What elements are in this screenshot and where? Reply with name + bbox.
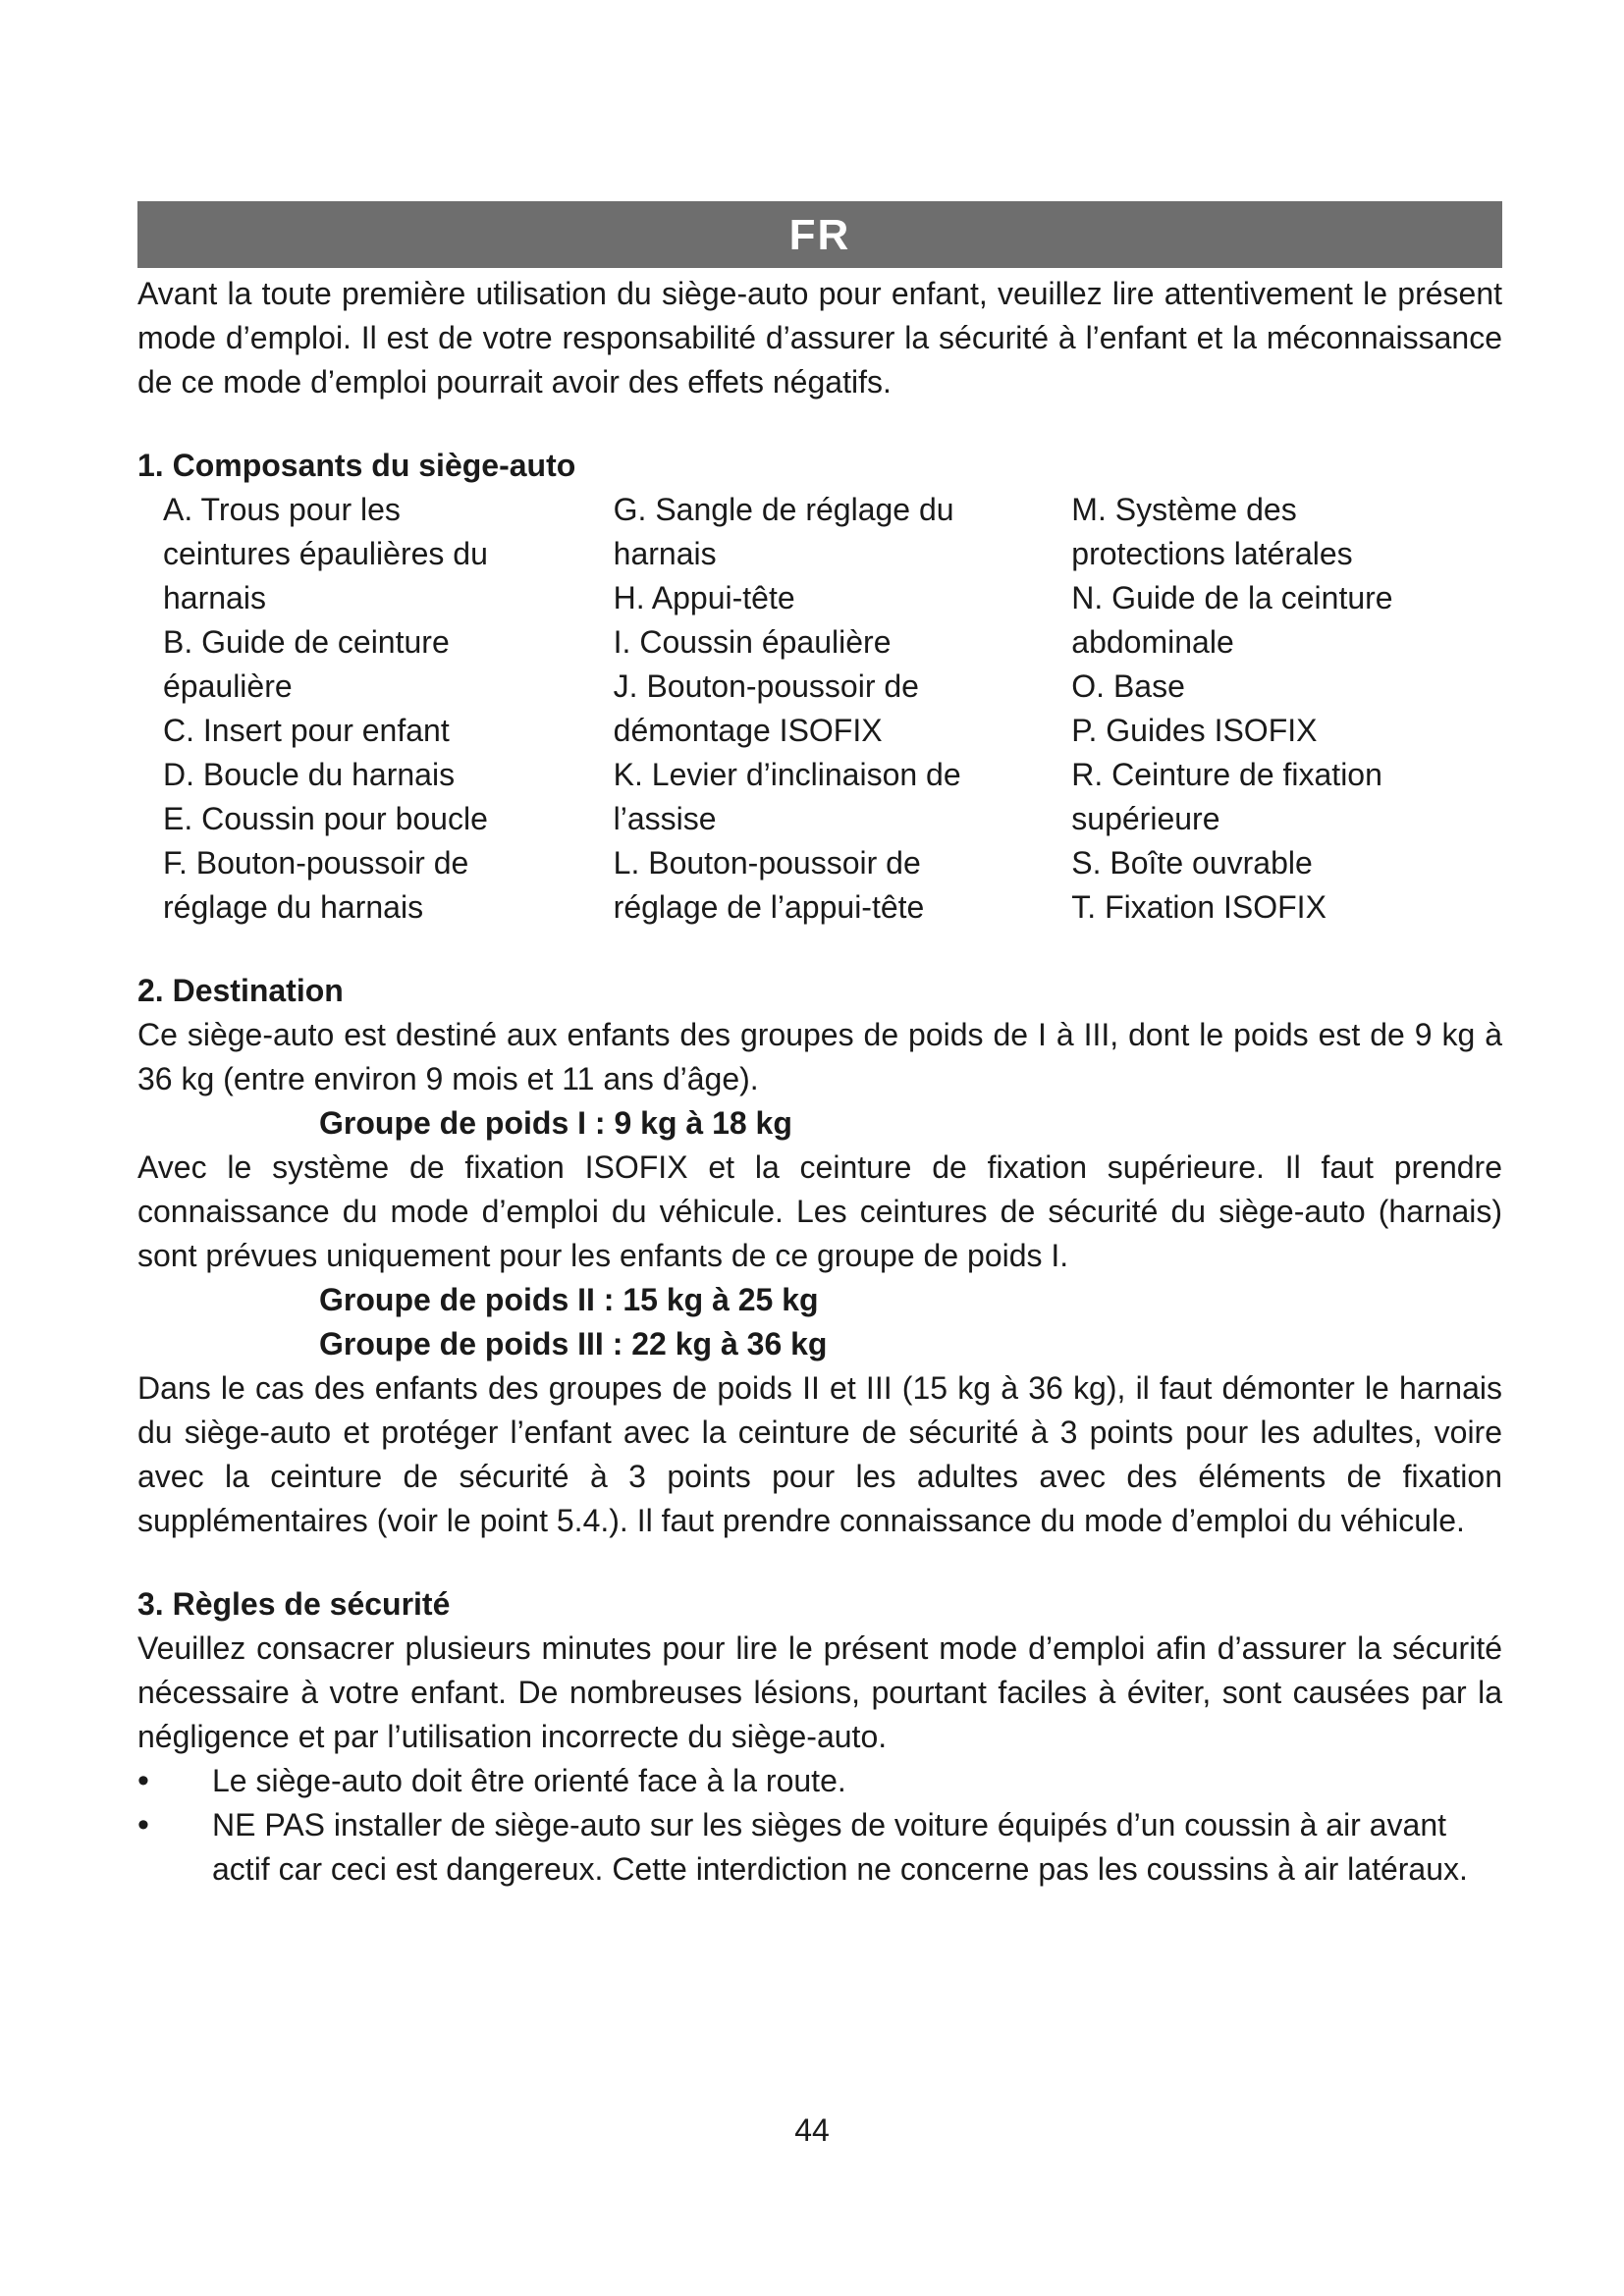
document-page [137,201,1502,1892]
component-line: I. Coussin épaulière [613,624,892,660]
component-line: réglage de l’appui-tête [613,889,925,925]
component-line: harnais [613,536,717,571]
component-line: épaulière [163,668,293,704]
section-2-title: 2. Destination [137,973,344,1008]
component-line: G. Sangle de réglage du [613,492,954,527]
component-line: protections latérales [1071,536,1353,571]
weight-group-2: Groupe de poids II : 15 kg à 25 kg [319,1282,819,1317]
component-line: M. Système des [1071,492,1297,527]
groups-2-3-paragraph: Dans le cas des enfants des groupes de poids II et III (15 kg à 36 kg), il faut démonter le harnais du siège-auto et protéger l’enfant avec la ceinture de sécurité à 3 points pour les adultes, voire avec la ceinture de sécurité à 3 points pour les adultes avec des éléments de fixation supplémentaires (voir le point 5.4.). Il faut prendre connaissance du mode d’emploi du véhicule. [137,1370,1502,1538]
component-line: C. Insert pour enfant [163,713,450,748]
component-line: H. Appui-tête [613,580,795,615]
safety-paragraph: Veuillez consacrer plusieurs minutes pour lire le présent mode d’emploi afin d’assurer la sécurité nécessaire à votre enfant. De nombreuses lésions, pourtant faciles à éviter, sont causées par la négligence et par l’utilisation incorrecte du siège-auto. [137,1630,1502,1754]
list-item: • Le siège-auto doit être orienté face à la route. [137,1759,1502,1803]
group-1-paragraph: Avec le système de fixation ISOFIX et la ceinture de fixation supérieure. Il faut prendre connaissance du mode d’emploi du véhicule. Les ceintures de sécurité du siège-auto (harnais) sont prévues uniquement pour les enfants de ce groupe de poids I. [137,1149,1502,1273]
component-line: l’assise [613,801,717,836]
component-line: abdominale [1071,624,1234,660]
components-column-3 [1071,488,1502,930]
components-column-2 [614,488,1072,930]
section-3-title: 3. Règles de sécurité [137,1586,451,1622]
list-item: • NE PAS installer de siège-auto sur les sièges de voiture équipés d’un coussin à air avant actif car ceci est dangereux. Cette interdiction ne concerne pas les coussins à air latéraux. [137,1803,1502,1892]
destination-paragraph: Ce siège-auto est destiné aux enfants des groupes de poids de I à III, dont le poids est de 9 kg à 36 kg (entre environ 9 mois et 11 ans d’âge). [137,1017,1502,1096]
component-line: O. Base [1071,668,1185,704]
component-line: ceintures épaulières du [163,536,488,571]
language-header-bar [137,201,1502,268]
component-line: F. Bouton-poussoir de [163,845,469,881]
component-line: K. Levier d’inclinaison de [613,757,961,792]
component-line: L. Bouton-poussoir de [613,845,921,881]
components-column-1 [163,488,614,930]
component-line: E. Coussin pour boucle [163,801,488,836]
weight-group-1: Groupe de poids I : 9 kg à 18 kg [319,1105,792,1141]
component-line: R. Ceinture de fixation [1071,757,1382,792]
weight-group-3: Groupe de poids III : 22 kg à 36 kg [319,1326,828,1362]
language-code: FR [788,211,851,259]
page-number: 44 [794,2112,830,2148]
components-list [137,488,1502,930]
intro-paragraph: Avant la toute première utilisation du siège-auto pour enfant, veuillez lire attentivement le présent mode d’emploi. Il est de votre responsabilité d’assurer la sécurité à l’enfant et la méconnaissance de ce mode d’emploi pourrait avoir des effets négatifs. [137,276,1502,400]
component-line: démontage ISOFIX [613,713,883,748]
component-line: N. Guide de la ceinture [1071,580,1393,615]
component-line: T. Fixation ISOFIX [1071,889,1326,925]
component-line: réglage du harnais [163,889,424,925]
component-line: B. Guide de ceinture [163,624,450,660]
section-1-title: 1. Composants du siège-auto [137,448,576,483]
component-line: P. Guides ISOFIX [1071,713,1318,748]
component-line: harnais [163,580,266,615]
safety-rules-list [137,1759,1502,1892]
component-line: A. Trous pour les [163,492,401,527]
component-line: supérieure [1071,801,1220,836]
component-line: J. Bouton-poussoir de [613,668,919,704]
component-line: D. Boucle du harnais [163,757,456,792]
component-line: S. Boîte ouvrable [1071,845,1313,881]
